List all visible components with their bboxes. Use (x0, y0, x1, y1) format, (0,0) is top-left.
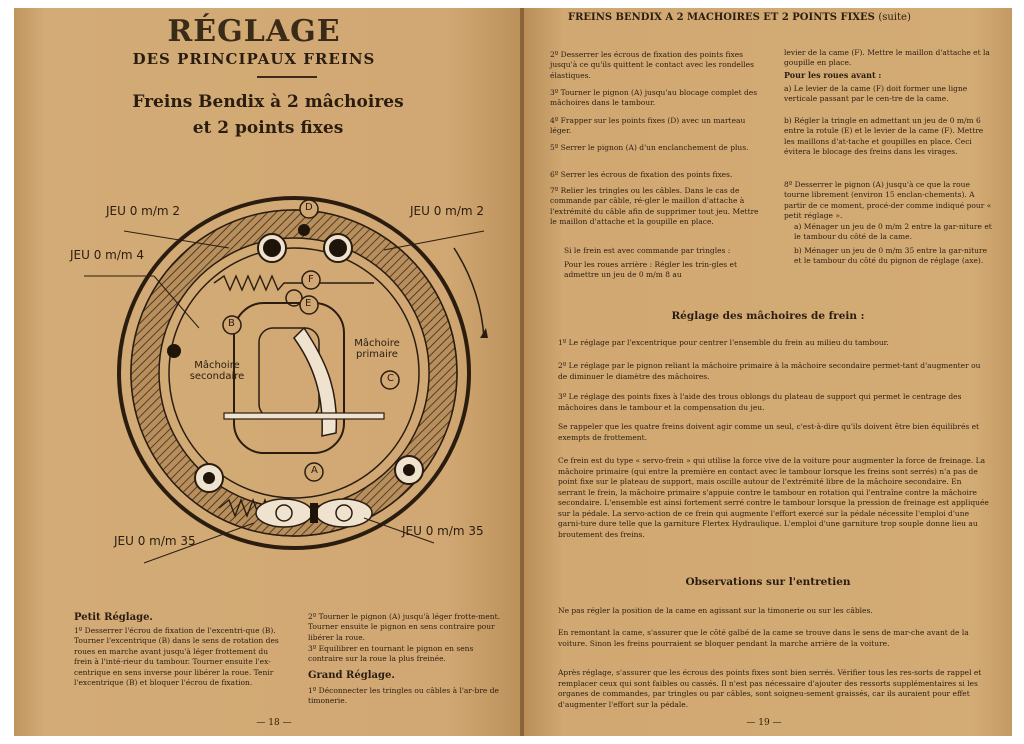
right-page (524, 8, 1012, 736)
step-2: 2º Desserrer les écrous de fixation des points fixes jusqu'à ce qu'ils quittent le contact avec les rondelles élastiques. (550, 50, 754, 80)
petit-reglage-step-1: 1º Desserrer l'écrou de fixation de l'excentri-que (B). Tourner l'excentrique (B) dans le sens de rotation des roues en marche avant jusqu'à léger frottement du frein à l'inté-rieur du tambour. Tourner ensuite l'ex-centrique en sens inverse pour libérer la roue. Tenir l'excentrique (B) et bloquer l'écrou de fixation. (74, 626, 279, 688)
observation-2: En remontant la came, s'assurer que le côté galbé de la came se trouve dans le sens de mar-che avant de la voiture. Sinon les freins pourraient se bloquer pendant la marche arrière de la voiture. (558, 628, 969, 648)
petit-reglage-step-3: 3º Equilibrer en tournant le pignon en sens contraire sur la roue la plus freinée. (308, 644, 474, 664)
roues-avant-b: b) Régler la tringle en admettant un jeu de 0 m/m 6 entre la rotule (E) et le levier de la came (F). Mettre les maillons d'at-tache et goupilles en place. Ceci évitera le blocage des freins dans les virages. (784, 116, 984, 157)
step-8-a: a) Ménager un jeu de 0 m/m 2 entre la gar-niture et le tambour du côté de la came. (794, 222, 992, 242)
cam-lever (294, 328, 336, 436)
title-divider (257, 76, 317, 78)
jeu-top-left-label: JEU 0 m/m 2 (106, 204, 181, 218)
jeu-bottom-left-label: JEU 0 m/m 35 (114, 534, 196, 548)
observation-1: Ne pas régler la position de la came en agissant sur la timonerie ou sur les câbles. (558, 606, 873, 615)
eccentric-B (167, 344, 181, 358)
observations-title: Observations sur l'entretien (685, 576, 851, 588)
label-f: F (308, 274, 314, 285)
petit-reglage-title: Petit Réglage. (74, 612, 153, 623)
adjuster-pinion (310, 503, 318, 523)
reglage-item-3: 3º Le réglage des points fixes à l'aide des trous oblongs du plateau de support qui permet le centrage des mâchoires dans le tambour et la compensation du jeu. (558, 392, 962, 412)
step-3: 3º Tourner le pignon (A) jusqu'au blocage complet des mâchoires dans le tambour. (550, 88, 758, 108)
jeu-bottom-right-label: JEU 0 m/m 35 (402, 524, 484, 538)
page-number-18: — 18 — (256, 718, 292, 728)
step-8-b: b) Ménager un jeu de 0 m/m 35 entre la gar-niture et le tambour du côté du pignon de réglage (axe). (794, 246, 988, 266)
observation-3: Après réglage, s'assurer que les écrous des points fixes sont bien serrés. Vérifier tous les res-sorts de rappel et remplacer ceux qui sont faibles ou cassés. Il n'est pas nécessaire d'ajouter des ressorts supplémentaires si les organes de commandes, par tringles ou par câbles, sont soigneu-sement graissés, car ils auraient pour effet d'augmenter l'effort sur la pédale. (558, 668, 982, 709)
came-lever-note: levier de la came (F). Mettre le maillon d'attache et la goupille en place. (784, 48, 990, 68)
petit-reglage-step-2: 2º Tourner le pignon (A) jusqu'à léger frotte-ment. Tourner ensuite le pignon en sens contraire pour libérer la roue. (308, 612, 500, 642)
reglage-item-1: 1º Le réglage par l'excentrique pour centrer l'ensemble du frein au milieu du tambour. (558, 338, 889, 347)
left-page (14, 8, 522, 736)
drum-outline (119, 198, 469, 548)
running-header-title: FREINS BENDIX A 2 MACHOIRES ET 2 POINTS FIXES (568, 12, 875, 23)
brake-shoe-lining (131, 210, 457, 536)
step-7: 7º Relier les tringles ou les câbles. Dans le cas de commande par câble, ré-gler le maillon d'attache à l'extrémité du câble afin de supprimer tout jeu. Mettre le maillon d'attache et la goupille en place. (550, 186, 759, 227)
running-header-suffix: (suite) (878, 12, 911, 23)
reglage-machoires-title: Réglage des mâchoires de frein : (671, 310, 865, 322)
axle-rod (224, 413, 384, 419)
step-5: 5º Serrer le pignon (A) d'un enclanchement de plus. (550, 143, 749, 152)
label-b: B (228, 318, 235, 329)
step-6: 6º Serrer les écrous de fixation des points fixes. (550, 170, 733, 179)
section-heading-line2: et 2 points fixes (192, 118, 344, 138)
running-header (568, 12, 911, 23)
reglage-item-2: 2º Le réglage par le pignon reliant la mâchoire primaire à la mâchoire secondaire permet-tant d'augmenter ou de diminuer le diamètre des mâchoires. (558, 361, 981, 381)
roues-avant-title: Pour les roues avant : (784, 70, 882, 80)
tringles-note: Si le frein est avec commande par tringles : (564, 246, 731, 255)
top-spring (214, 276, 374, 290)
grand-reglage-step-1: 1º Déconnecter les tringles ou câbles à l'ar-bre de timonerie. (308, 686, 499, 706)
label-c: C (387, 373, 394, 384)
reglage-note: Se rappeler que les quatre freins doivent agir comme un seul, c'est-à-dire qu'ils doivent être bien équilibrés et exempts de frottement. (558, 422, 980, 442)
machoire-secondaire-label: Mâchoire secondaire (189, 360, 245, 382)
page-subtitle: DES PRINCIPAUX FREINS (132, 50, 376, 68)
open-booklet (14, 8, 1012, 736)
machoire-primaire-label: Mâchoire primaire (354, 338, 400, 360)
section-heading-line1: Freins Bendix à 2 mâchoires (132, 92, 404, 112)
step-8: 8º Desserrer le pignon (A) jusqu'à ce que la roue tourne librement (environ 15 enclan-chements). A partir de ce moment, procé-der comme indiqué pour « petit réglage ». (784, 180, 992, 221)
page-title: RÉGLAGE (167, 14, 341, 49)
jeu-top-right-label: JEU 0 m/m 2 (410, 204, 485, 218)
page-number-19: — 19 — (746, 718, 782, 728)
servo-frein-paragraph: Ce frein est du type « servo-frein » qui utilise la force vive de la voiture pour augmenter la force de freinage. La mâchoire primaire (qui entre la première en contact avec le tambour lorsque les freins sont serrés) n'a pas de point fixe sur le plateau de support, mais oscille autour de l'extrémité libre de la mâchoire secondaire. En serrant le frein, la mâchoire primaire s'appuie contre le tambour en rotation qui l'entraîne contre la mâchoire secondaire. L'ensemble est ainsi fortement serré contre le tambour lorsque la pression de freinage est appliquée sur la pédale. La servo-action de ce frein qui augmente l'effort exercé sur la pédale nécessite l'emploi d'une garni-ture dure telle que la garniture Flertex Hydraulique. L'emploi d'une garniture trop souple donne lieu au broutement des freins. (558, 456, 989, 539)
jeu-left-label: JEU 0 m/m 4 (70, 248, 145, 262)
roues-avant-a: a) Le levier de la came (F) doit former une ligne verticale passant par le cen-tre de la came. (784, 84, 968, 104)
brake-diagram (54, 188, 514, 568)
label-d: D (305, 202, 313, 213)
rotation-arrow (454, 248, 484, 338)
grand-reglage-title: Grand Réglage. (308, 670, 395, 681)
label-e: E (305, 298, 312, 309)
label-a: A (311, 465, 318, 476)
roues-arriere-note: Pour les roues arrière : Régler les trin-gles et admettre un jeu de 0 m/m 8 au (564, 260, 737, 280)
step-4: 4º Frapper sur les points fixes (D) avec un marteau léger. (550, 116, 746, 136)
